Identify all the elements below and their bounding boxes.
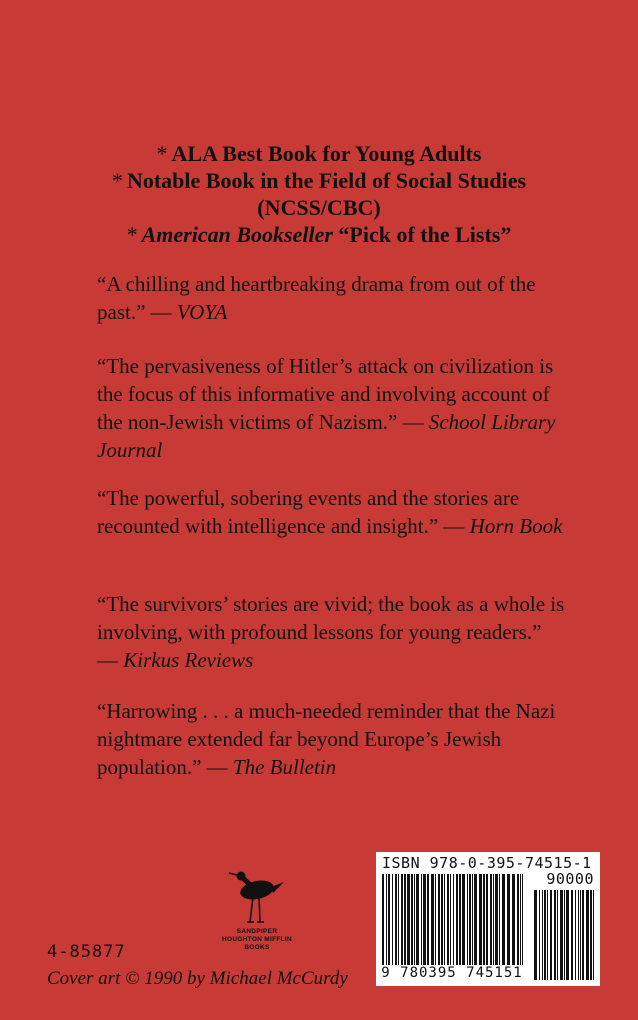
star-icon: * [156, 141, 168, 166]
cover-credit: Cover art © 1990 by Michael McCurdy [47, 968, 348, 989]
review-quote-hornbook: “The powerful, sobering events and the stories are recounted with intelligence and insight.” — Horn Book [97, 486, 563, 538]
barcode [376, 852, 600, 986]
review-quote-slj: “The pervasiveness of Hitler’s attack on civilization is the focus of this informative and involving account of the non-Jewish victims of Nazism.” — School Library Journal [97, 354, 556, 462]
awards-list [0, 140, 638, 248]
award-ala: * ALA Best Book for Young Adults [156, 141, 482, 166]
ean-digits: 9 780395 745151 [381, 965, 523, 981]
award-notable-sub: (NCSS/CBC) [257, 195, 381, 220]
isbn-label: ISBN 978-0-395-74515-1 [382, 854, 592, 872]
price-code: 90000 [546, 870, 594, 888]
star-icon: * [126, 222, 138, 247]
award-bookseller: * American Bookseller “Pick of the Lists” [126, 222, 512, 247]
catalog-number: 4-85877 [47, 942, 126, 962]
review-quote-bulletin: “Harrowing . . . a much-needed reminder that the Nazi nightmare extended far beyond Europe’s Jewish population.” — The Bulletin [97, 699, 556, 779]
publisher-logo: SANDPIPER HOUGHTON MIFFLIN BOOKS [192, 860, 322, 952]
review-quote-voya: “A chilling and heartbreaking drama from out of the past.” — VOYA [97, 272, 536, 324]
star-icon: * [111, 168, 123, 193]
sandpiper-bird-icon [227, 860, 287, 926]
award-notable: * Notable Book in the Field of Social Studies [111, 168, 527, 193]
review-quote-kirkus: “The survivors’ stories are vivid; the book as a whole is involving, with profound lessons for young readers.” — Kirkus Reviews [97, 592, 565, 672]
